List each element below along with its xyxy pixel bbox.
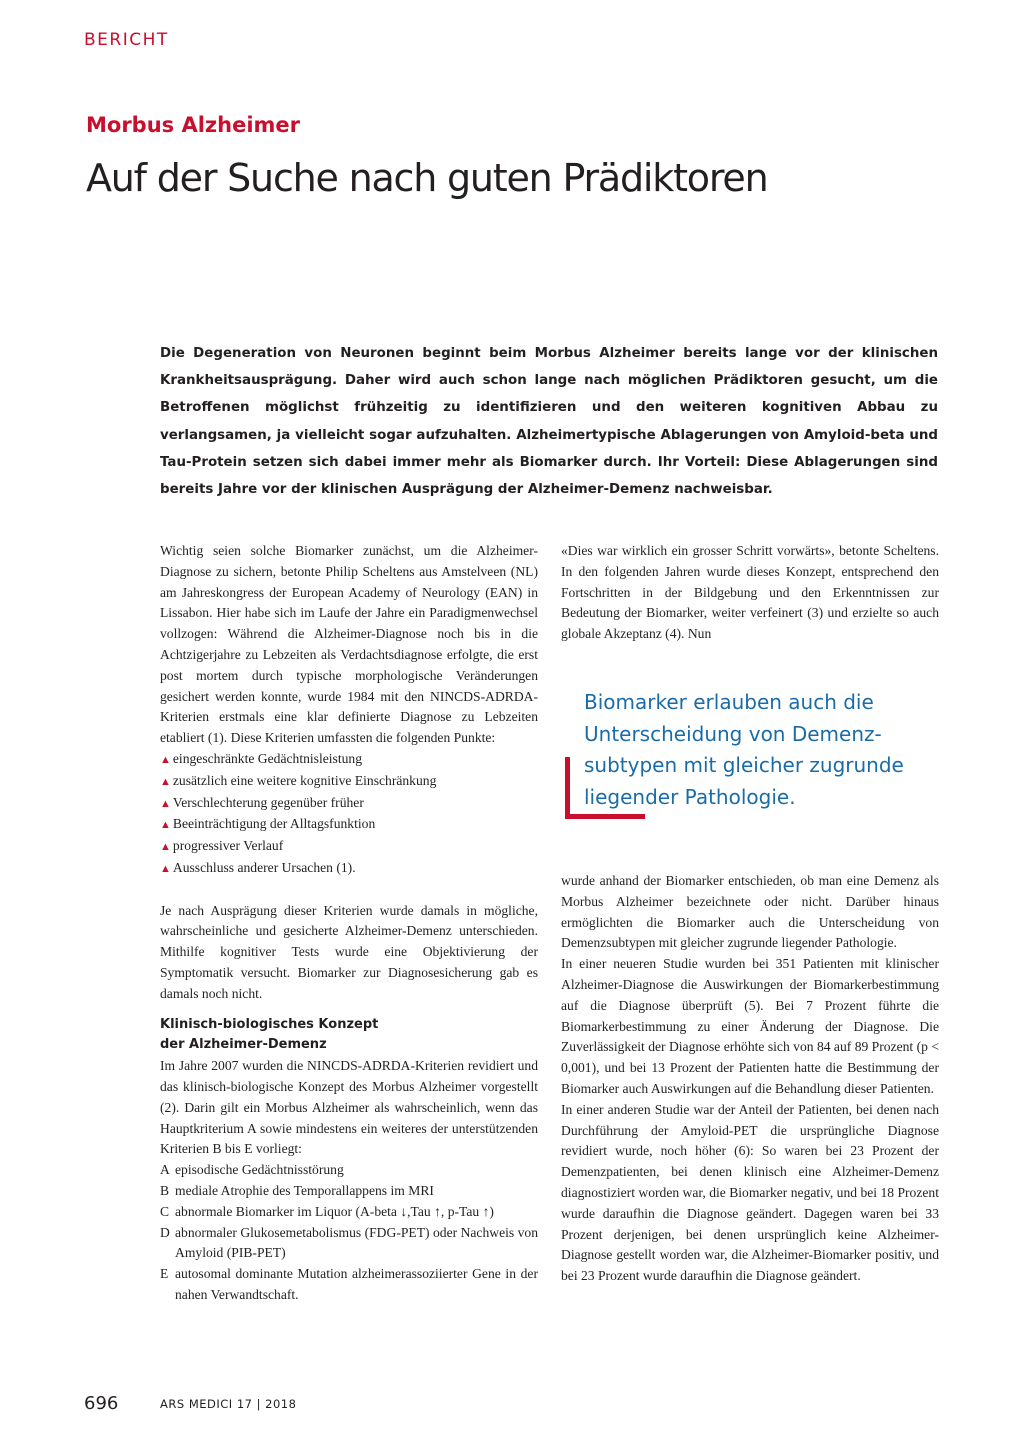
triangle-bullet-icon: ▲ (160, 753, 171, 766)
criteria-item: E autosomal dominante Mutation alzheimerassoziierter Gene in der nahen Verwandtschaft. (160, 1266, 538, 1302)
bullet-item: ▲ eingeschränkte Gedächtnisleistung (160, 750, 363, 766)
article-kicker: Morbus Alzheimer (86, 113, 301, 137)
bullet-item: ▲ progressiver Verlauf (160, 838, 284, 854)
bullet-item: ▲ zusätzlich eine weitere kognitive Einschränkung (160, 772, 437, 788)
body-paragraph: In einer neueren Studie wurden bei 351 Patienten mit klinischer Alzheimer-Diagnose die Auswirkungen der Biomarkerbestimmung auf die Diagnose überprüft (5). Bei 7 Prozent führte die Biomarkerbestimmung zu einer Änderung der Diagnose. Die Zuverlässigkeit der Diagnose erhöhte sich von 84 auf 89 Prozent (p < 0,001), und bei 13 Prozent der Patienten hatte die Bestimmung der Biomarker auch Auswirkungen auf die Behandlung dieser Patienten. (561, 956, 939, 1096)
criteria-bullet-list (160, 749, 538, 880)
body-paragraph: In einer anderen Studie war der Anteil der Patienten, bei denen nach Durchführung der Amyloid-PET die ursprüngliche Diagnose revidiert wurde, noch höher (6): So waren bei 23 Prozent der Demenzpatienten, bei denen klinisch eine Alzheimer-Demenz diagnostiziert worden war, die Biomarker negativ, und bei 18 Prozent wurde daraufhin die Diagnose geändert. Dagegen waren bei 33 Prozent derjenigen, bei denen ursprünglich keine Alzheimer-Diagnose gestellt worden war, die Alzheimer-Biomarker positiv, und bei 23 Prozent wurde daraufhin die Diagnose geändert. (561, 1101, 939, 1284)
article-title: Auf der Suche nach guten Prädiktoren (86, 156, 768, 200)
triangle-bullet-icon: ▲ (160, 775, 171, 788)
criteria-item: B mediale Atrophie des Temporallappens im MRI (160, 1182, 434, 1198)
lead-paragraph: Die Degeneration von Neuronen beginnt beim Morbus Alzheimer bereits lange vor der klinischen Krankheitsausprägung. Daher wird auch schon lange nach möglichen Prädiktoren gesucht, um die Betroffenen möglichst frühzeitig zu identifizieren und den weiteren kognitiven Abbau zu verlangsamen, ja vielleicht sogar aufzuhalten. Alzheimertypische Ablagerungen von Amyloid-beta und Tau-Protein setzen sich dabei immer mehr als Biomarker durch. Ihr Vorteil: Diese Ablagerungen sind bereits Jahre vor der klinischen Ausprägung der Alzheimer-Demenz nachweisbar. (160, 346, 938, 498)
body-paragraph: Je nach Ausprägung dieser Kriterien wurde damals in mögliche, wahrscheinliche und gesicherte Alzheimer-Demenz unterschieden. Mithilfe kognitiver Tests wurde eine Objektivierung der Symptomatik versucht. Biomarker zur Diagnosesicherung gab es damals noch nicht. (160, 902, 538, 1001)
triangle-bullet-icon: ▲ (160, 841, 171, 854)
right-column-bottom (561, 871, 939, 1287)
left-column (160, 541, 538, 1306)
criteria-item: D abnormaler Glukosemetabolismus (FDG-PET) oder Nachweis von Amyloid (PIB-PET) (160, 1224, 538, 1261)
body-paragraph: Im Jahre 2007 wurden die NINCDS-ADRDA-Kriterien revidiert und das klinisch-biologische Konzept des Morbus Alzheimer vorgestellt (2). Darin gilt ein Morbus Alzheimer als wahrscheinlich, wenn das Hauptkriterium A sowie mindestens ein weiteres der unterstützenden Kriterien B bis E vorliegt: (160, 1058, 538, 1157)
body-paragraph: «Dies war wirklich ein grosser Schritt vorwärts», betonte Scheltens. In den folgenden Jahren wurde dieses Konzept, entsprechend den Fortschritten in der Bildgebung und den Erkenntnissen zur Bedeutung der Biomarker, weiter verfeinert (3) und erzielte so auch globale Akzeptanz (4). Nun (561, 543, 939, 642)
pull-quote-bracket (565, 757, 570, 819)
page-number: 696 (84, 1393, 119, 1414)
pull-quote-text: Biomarker erlauben auch die Unterscheidung von Demenz-subtypen mit gleicher zugrunde liegender Pathologie. (584, 690, 904, 809)
criteria-item: A episodische Gedächtnisstörung (160, 1162, 344, 1178)
bullet-item: ▲ Ausschluss anderer Ursachen (1). (160, 859, 356, 875)
section-label: BERICHT (84, 30, 169, 50)
triangle-bullet-icon: ▲ (160, 862, 171, 875)
criteria-item: C abnormale Biomarker im Liquor (A-beta ↓,Tau ↑, p-Tau ↑) (160, 1203, 494, 1219)
body-paragraph: wurde anhand der Biomarker entschieden, ob man eine Demenz als Morbus Alzheimer bezeichnete oder nicht. Darüber hinaus ermöglichten die Biomarker auch die Unterscheidung von Demenzsubtypen mit gleicher zugrunde liegender Pathologie. (561, 873, 939, 951)
right-column-top (561, 541, 939, 645)
triangle-bullet-icon: ▲ (160, 819, 171, 832)
bullet-item: ▲ Beeinträchtigung der Alltagsfunktion (160, 816, 376, 832)
section-subheading: Klinisch-biologisches Konzept der Alzheimer-Demenz (160, 1016, 379, 1053)
journal-name: ARS MEDICI 17 | 2018 (160, 1397, 297, 1411)
bullet-item: ▲ Verschlechterung gegenüber früher (160, 794, 364, 810)
body-paragraph: Wichtig seien solche Biomarker zunächst, um die Alzheimer-Diagnose zu sichern, betonte Philip Scheltens aus Amstelveen (NL) am Jahreskongress der European Academy of Neurology (EAN) in Lissabon. Hier habe sich im Laufe der Jahre ein Paradigmenwechsel vollzogen: Während die Alzheimer-Diagnose noch bis in die Achtzigerjahre zu Lebzeiten als Verdachtsdiagnose erfolgte, die erst post mortem durch typische morphologische Veränderungen gesichert werden konnte, wurde 1984 mit den NINCDS-ADRDA-Kriterien erstmals eine klar definierte Diagnose zu Lebzeiten etabliert (1). Diese Kriterien umfassten die folgenden Punkte: (160, 543, 538, 746)
pull-quote-bracket-base (565, 814, 645, 819)
criteria-list (160, 1160, 538, 1306)
triangle-bullet-icon: ▲ (160, 797, 171, 810)
